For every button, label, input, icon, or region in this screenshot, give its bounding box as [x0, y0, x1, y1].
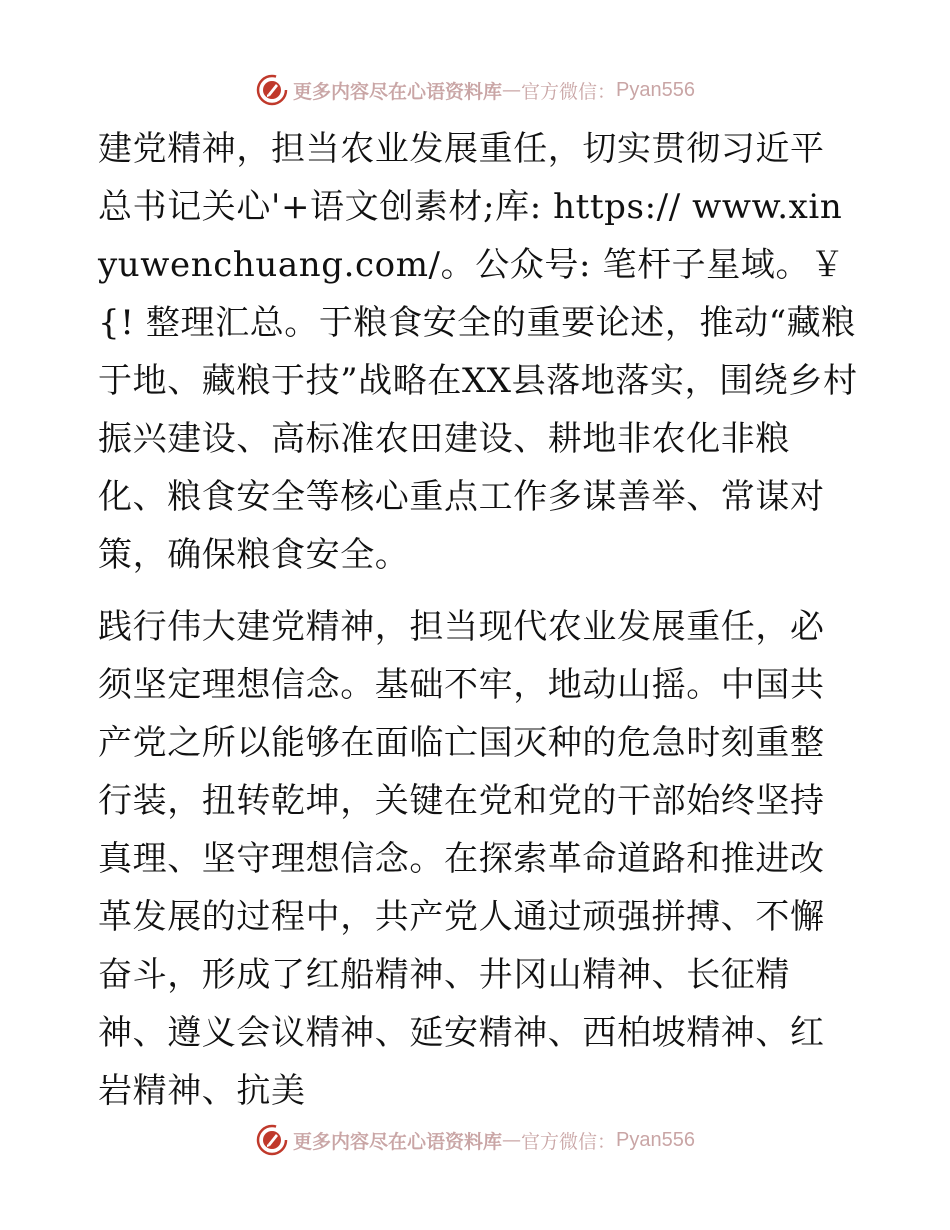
footer-wechat-id: Pyan556: [616, 1128, 695, 1151]
header-wechat-id: Pyan556: [616, 78, 695, 101]
header-wechat-label: 官方微信：: [521, 80, 617, 103]
footer-watermark-banner: [0, 1120, 950, 1160]
document-body: [98, 120, 858, 1120]
footer-banner-text: 更多内容尽在心语资料库: [293, 1130, 503, 1153]
paragraph-1: 建党精神，担当农业发展重任，切实贯彻习近平总书记关心'+语文创素材;库: https:// www.xinyuwenchuang.com/。公众号: 笔杆子星域。￥{! 整理汇总。于粮食安全的重要论述，推动“藏粮于地、藏粮于技”战略在XX县落地落实，围绕乡村振兴建设、高标准农田建设、耕地非农化非粮化、粮食安全等核心重点工作多谋善举、常谋对策，确保粮食安全。: [98, 129, 858, 575]
header-banner-text: 更多内容尽在心语资料库: [293, 80, 503, 103]
pen-logo-icon: [255, 73, 289, 107]
paragraph-2: 践行伟大建党精神，担当现代农业发展重任，必须坚定理想信念。基础不牢，地动山摇。中国共产党之所以能够在面临亡国灭种的危急时刻重整行装，扭转乾坤，关键在党和党的干部始终坚持真理、坚守理想信念。在探索革命道路和推进改革发展的过程中，共产党人通过顽强拼搏、不懈奋斗，形成了红船精神、井冈山精神、长征精神、遵义会议精神、延安精神、西柏坡精神、红岩精神、抗美: [98, 607, 825, 1111]
footer-banner-separator: —: [502, 1129, 522, 1151]
footer-wechat-label: 官方微信：: [521, 1130, 617, 1153]
header-banner-separator: —: [502, 79, 522, 101]
header-watermark-banner: [0, 70, 950, 110]
pen-logo-icon: [255, 1123, 289, 1157]
